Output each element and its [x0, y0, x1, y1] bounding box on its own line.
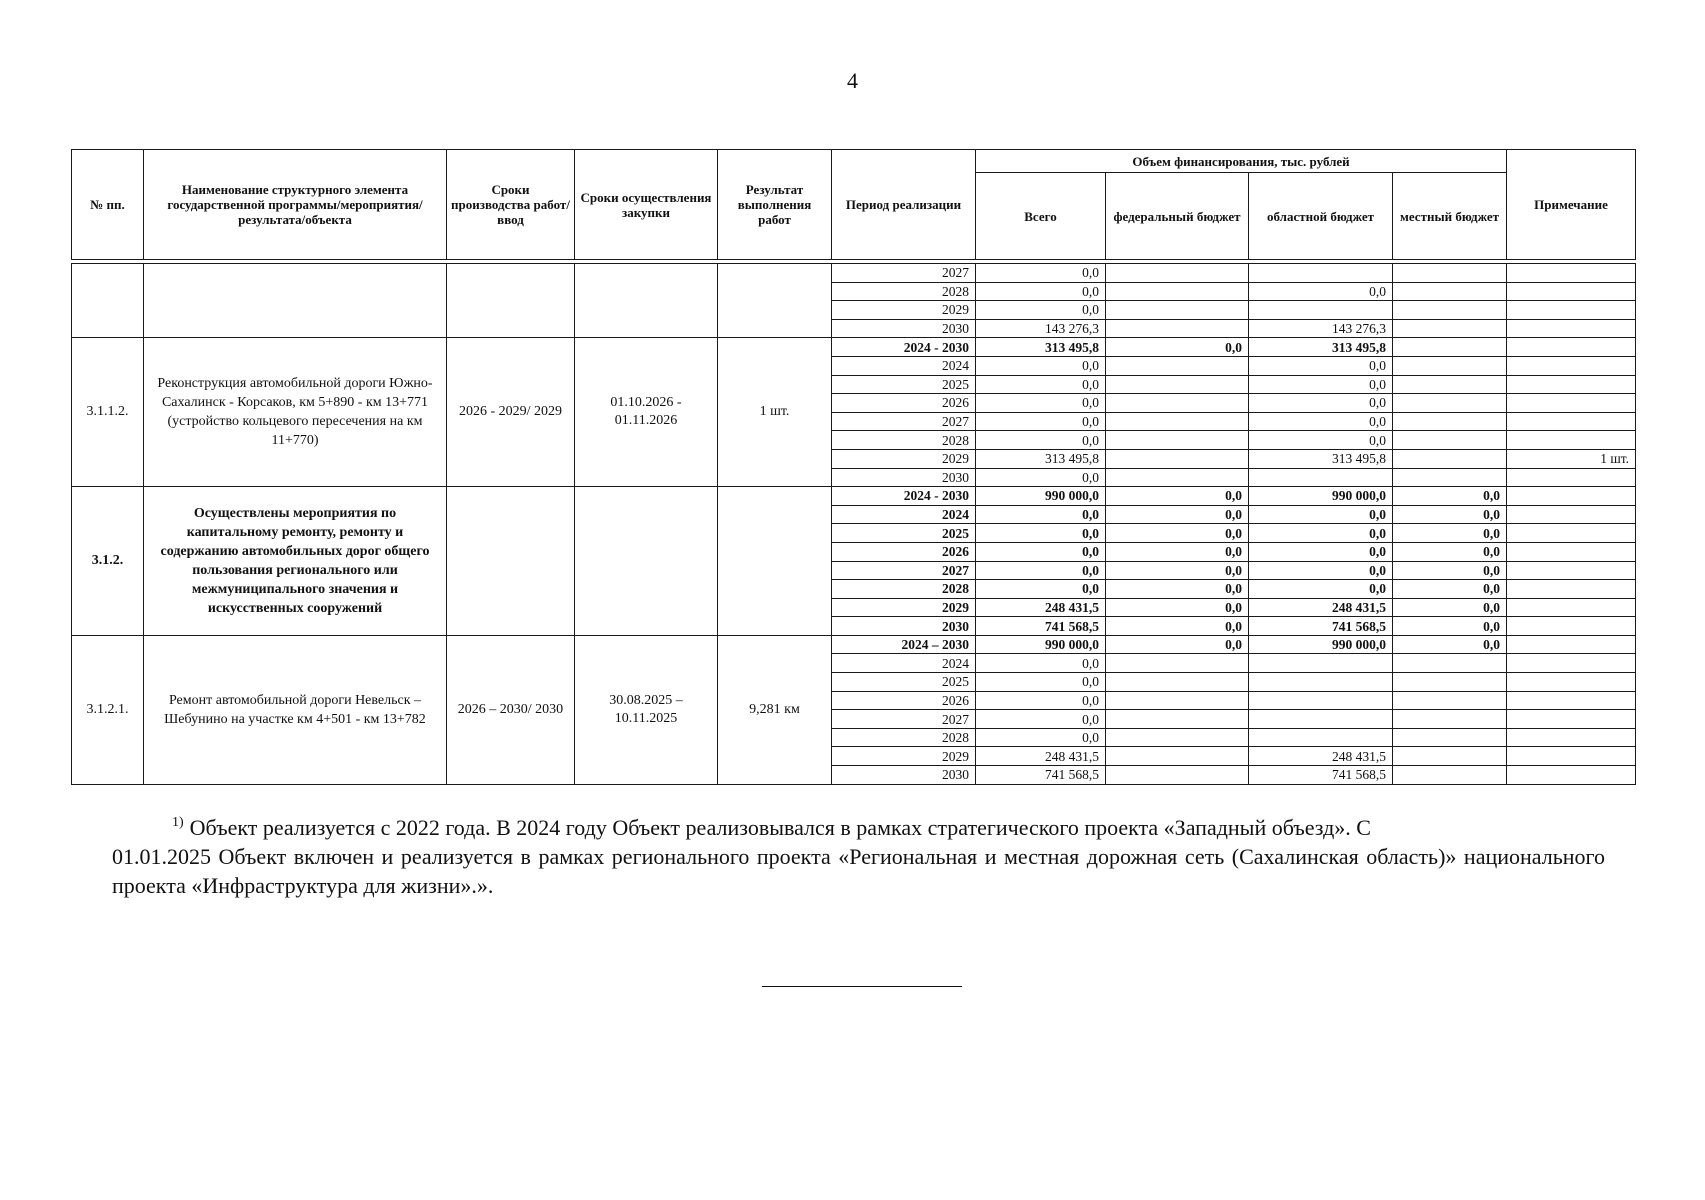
cell-period: 2027: [832, 412, 976, 431]
cell-total: 0,0: [976, 691, 1106, 710]
cell-total: 143 276,3: [976, 319, 1106, 338]
cell-local: [1393, 710, 1507, 729]
item-terms-works: 2026 - 2029/ 2029: [447, 338, 575, 487]
header-period: Период реализации: [832, 150, 976, 260]
header-result: Результат выполнения работ: [718, 150, 832, 260]
item-terms-purchase: 30.08.2025 – 10.11.2025: [575, 635, 718, 784]
cell-local: 0,0: [1393, 580, 1507, 599]
cell-note: [1507, 710, 1636, 729]
cell-local: [1393, 654, 1507, 673]
cell-local: 0,0: [1393, 542, 1507, 561]
cell-total: 0,0: [976, 673, 1106, 692]
cell-total: 741 568,5: [976, 617, 1106, 636]
cell-total: 0,0: [976, 728, 1106, 747]
cell-federal: 0,0: [1106, 505, 1249, 524]
cell-total: 990 000,0: [976, 487, 1106, 506]
cell-period: 2029: [832, 449, 976, 468]
header-federal: федеральный бюджет: [1106, 173, 1249, 260]
cell-period: 2026: [832, 691, 976, 710]
item-result: 1 шт.: [718, 338, 832, 487]
cell-local: 0,0: [1393, 505, 1507, 524]
cell-regional: [1249, 728, 1393, 747]
footnote-text-rest: 01.01.2025 Объект включен и реализуется в рамках регионального проекта «Региональная и местная дорожная сеть (Сахалинская область)» национального проекта «Инфраструктура для жизни».».: [112, 844, 1605, 898]
cell-local: [1393, 728, 1507, 747]
cell-federal: [1106, 394, 1249, 413]
item-number: 3.1.2.1.: [72, 635, 144, 784]
header-terms-purchase: Сроки осуществления закупки: [575, 150, 718, 260]
cell-note: 1 шт.: [1507, 449, 1636, 468]
cell-local: 0,0: [1393, 617, 1507, 636]
cell-federal: [1106, 654, 1249, 673]
cell-note: [1507, 691, 1636, 710]
cell-period: 2024: [832, 654, 976, 673]
cell-note: [1507, 319, 1636, 338]
item-name: Реконструкция автомобильной дороги Южно-Сахалинск - Корсаков, км 5+890 - км 13+771 (устройство кольцевого пересечения на км 11+770): [144, 338, 447, 487]
cell-federal: 0,0: [1106, 338, 1249, 357]
cell-federal: 0,0: [1106, 617, 1249, 636]
table-row: [72, 338, 1636, 357]
cell-local: [1393, 431, 1507, 450]
cell-regional: 990 000,0: [1249, 487, 1393, 506]
cell-total: 0,0: [976, 542, 1106, 561]
cell-period: 2027: [832, 561, 976, 580]
cell-period: 2029: [832, 301, 976, 320]
cell-total: 0,0: [976, 412, 1106, 431]
cell-regional: 0,0: [1249, 542, 1393, 561]
item-terms-works: 2026 – 2030/ 2030: [447, 635, 575, 784]
cell-regional: 0,0: [1249, 375, 1393, 394]
cell-federal: [1106, 264, 1249, 283]
cell-total: 741 568,5: [976, 766, 1106, 785]
cell-total: 0,0: [976, 264, 1106, 283]
cell-period: 2029: [832, 598, 976, 617]
cell-local: [1393, 356, 1507, 375]
cell-note: [1507, 598, 1636, 617]
cell-total: 0,0: [976, 580, 1106, 599]
cell-note: [1507, 542, 1636, 561]
cell-total: 990 000,0: [976, 635, 1106, 654]
cell-total: 0,0: [976, 561, 1106, 580]
cell-note: [1507, 728, 1636, 747]
cell-total: 0,0: [976, 431, 1106, 450]
cell-total: 0,0: [976, 468, 1106, 487]
cell-period: 2028: [832, 580, 976, 599]
cell-federal: [1106, 449, 1249, 468]
cell-local: [1393, 264, 1507, 283]
cell-federal: [1106, 747, 1249, 766]
item-number: 3.1.2.: [72, 487, 144, 636]
cell-regional: 741 568,5: [1249, 766, 1393, 785]
cell-note: [1507, 412, 1636, 431]
cell-federal: [1106, 691, 1249, 710]
footnote-marker: 1): [172, 815, 184, 830]
cell-local: [1393, 412, 1507, 431]
cell-regional: 0,0: [1249, 356, 1393, 375]
cell-regional: [1249, 691, 1393, 710]
cell-total: 0,0: [976, 505, 1106, 524]
cell-total: 248 431,5: [976, 747, 1106, 766]
cell-regional: 0,0: [1249, 505, 1393, 524]
cell-period: 2030: [832, 766, 976, 785]
cell-period: 2030: [832, 617, 976, 636]
cell-note: [1507, 264, 1636, 283]
cell-regional: 143 276,3: [1249, 319, 1393, 338]
cell-federal: 0,0: [1106, 635, 1249, 654]
cell-federal: 0,0: [1106, 561, 1249, 580]
cell-total: 0,0: [976, 654, 1106, 673]
cell-total: 313 495,8: [976, 338, 1106, 357]
header-total: Всего: [976, 173, 1106, 260]
header-terms-works: Сроки производства работ/ввод: [447, 150, 575, 260]
item-number: [72, 264, 144, 338]
cell-local: 0,0: [1393, 524, 1507, 543]
cell-local: [1393, 319, 1507, 338]
cell-federal: [1106, 375, 1249, 394]
item-terms-purchase: [575, 264, 718, 338]
footnote: [112, 808, 1605, 900]
cell-period: 2028: [832, 728, 976, 747]
cell-regional: 0,0: [1249, 282, 1393, 301]
item-terms-works: [447, 264, 575, 338]
cell-federal: [1106, 468, 1249, 487]
cell-total: 0,0: [976, 282, 1106, 301]
cell-total: 0,0: [976, 524, 1106, 543]
cell-regional: [1249, 673, 1393, 692]
cell-federal: [1106, 319, 1249, 338]
cell-note: [1507, 524, 1636, 543]
header-funding-group: Объем финансирования, тыс. рублей: [976, 150, 1507, 173]
cell-federal: 0,0: [1106, 524, 1249, 543]
item-terms-purchase: [575, 487, 718, 636]
item-name: Осуществлены мероприятия по капитальному ремонту, ремонту и содержанию автомобильных дорог общего пользования регионального или межмуниципального значения и искусственных сооружений: [144, 487, 447, 636]
header-regional: областной бюджет: [1249, 173, 1393, 260]
cell-period: 2029: [832, 747, 976, 766]
cell-local: 0,0: [1393, 635, 1507, 654]
cell-note: [1507, 487, 1636, 506]
item-name: [144, 264, 447, 338]
cell-period: 2025: [832, 524, 976, 543]
header-local: местный бюджет: [1393, 173, 1507, 260]
cell-regional: 0,0: [1249, 580, 1393, 599]
cell-total: 313 495,8: [976, 449, 1106, 468]
cell-regional: 990 000,0: [1249, 635, 1393, 654]
cell-regional: 741 568,5: [1249, 617, 1393, 636]
header-no: № пп.: [72, 150, 144, 260]
cell-note: [1507, 356, 1636, 375]
cell-regional: 0,0: [1249, 561, 1393, 580]
cell-federal: [1106, 673, 1249, 692]
end-divider: [762, 986, 962, 987]
cell-regional: 248 431,5: [1249, 747, 1393, 766]
cell-regional: [1249, 710, 1393, 729]
table-row: [72, 264, 1636, 283]
cell-period: 2025: [832, 375, 976, 394]
cell-note: [1507, 338, 1636, 357]
cell-period: 2026: [832, 542, 976, 561]
cell-period: 2024: [832, 356, 976, 375]
cell-local: [1393, 338, 1507, 357]
cell-note: [1507, 580, 1636, 599]
cell-total: 248 431,5: [976, 598, 1106, 617]
cell-federal: [1106, 356, 1249, 375]
cell-regional: 0,0: [1249, 524, 1393, 543]
cell-federal: [1106, 301, 1249, 320]
cell-note: [1507, 431, 1636, 450]
funding-table: [71, 149, 1636, 785]
cell-note: [1507, 561, 1636, 580]
cell-period: 2030: [832, 319, 976, 338]
cell-local: [1393, 766, 1507, 785]
cell-period: 2027: [832, 264, 976, 283]
item-name: Ремонт автомобильной дороги Невельск – Шебунино на участке км 4+501 - км 13+782: [144, 635, 447, 784]
cell-period: 2026: [832, 394, 976, 413]
table-body: [72, 264, 1636, 785]
item-number: 3.1.1.2.: [72, 338, 144, 487]
table-row: [72, 487, 1636, 506]
cell-period: 2027: [832, 710, 976, 729]
cell-note: [1507, 766, 1636, 785]
item-terms-purchase: 01.10.2026 - 01.11.2026: [575, 338, 718, 487]
cell-federal: 0,0: [1106, 580, 1249, 599]
cell-regional: [1249, 301, 1393, 320]
cell-note: [1507, 635, 1636, 654]
cell-federal: [1106, 728, 1249, 747]
cell-local: [1393, 394, 1507, 413]
cell-federal: [1106, 431, 1249, 450]
cell-note: [1507, 282, 1636, 301]
cell-period: 2024 - 2030: [832, 487, 976, 506]
cell-regional: 248 431,5: [1249, 598, 1393, 617]
cell-note: [1507, 468, 1636, 487]
cell-regional: 0,0: [1249, 431, 1393, 450]
cell-local: [1393, 375, 1507, 394]
item-result: [718, 487, 832, 636]
cell-period: 2028: [832, 431, 976, 450]
item-result: [718, 264, 832, 338]
cell-period: 2028: [832, 282, 976, 301]
cell-note: [1507, 617, 1636, 636]
cell-regional: 0,0: [1249, 394, 1393, 413]
cell-regional: 313 495,8: [1249, 338, 1393, 357]
cell-regional: 0,0: [1249, 412, 1393, 431]
cell-federal: [1106, 766, 1249, 785]
cell-note: [1507, 301, 1636, 320]
cell-total: 0,0: [976, 375, 1106, 394]
cell-period: 2024 – 2030: [832, 635, 976, 654]
cell-local: [1393, 747, 1507, 766]
table-row: [72, 635, 1636, 654]
header-note: Примечание: [1507, 150, 1636, 260]
cell-local: [1393, 449, 1507, 468]
cell-federal: 0,0: [1106, 542, 1249, 561]
footnote-text-line1: Объект реализуется с 2022 года. В 2024 году Объект реализовывался в рамках стратегического проекта «Западный объезд». С: [189, 815, 1371, 840]
cell-period: 2024: [832, 505, 976, 524]
cell-note: [1507, 747, 1636, 766]
cell-total: 0,0: [976, 356, 1106, 375]
page-number: 4: [847, 68, 858, 93]
item-terms-works: [447, 487, 575, 636]
cell-federal: 0,0: [1106, 487, 1249, 506]
cell-note: [1507, 394, 1636, 413]
cell-regional: 313 495,8: [1249, 449, 1393, 468]
cell-note: [1507, 673, 1636, 692]
cell-local: 0,0: [1393, 561, 1507, 580]
item-result: 9,281 км: [718, 635, 832, 784]
cell-federal: [1106, 412, 1249, 431]
cell-local: [1393, 468, 1507, 487]
cell-local: [1393, 282, 1507, 301]
cell-local: [1393, 691, 1507, 710]
cell-note: [1507, 654, 1636, 673]
cell-regional: [1249, 654, 1393, 673]
cell-note: [1507, 375, 1636, 394]
header-name: Наименование структурного элемента государственной программы/мероприятия/ результата/объекта: [144, 150, 447, 260]
cell-federal: [1106, 282, 1249, 301]
cell-local: [1393, 673, 1507, 692]
cell-total: 0,0: [976, 301, 1106, 320]
cell-local: [1393, 301, 1507, 320]
cell-regional: [1249, 468, 1393, 487]
cell-period: 2024 - 2030: [832, 338, 976, 357]
cell-federal: [1106, 710, 1249, 729]
cell-local: 0,0: [1393, 598, 1507, 617]
cell-total: 0,0: [976, 394, 1106, 413]
cell-period: 2030: [832, 468, 976, 487]
cell-federal: 0,0: [1106, 598, 1249, 617]
cell-regional: [1249, 264, 1393, 283]
cell-note: [1507, 505, 1636, 524]
cell-total: 0,0: [976, 710, 1106, 729]
cell-period: 2025: [832, 673, 976, 692]
cell-local: 0,0: [1393, 487, 1507, 506]
